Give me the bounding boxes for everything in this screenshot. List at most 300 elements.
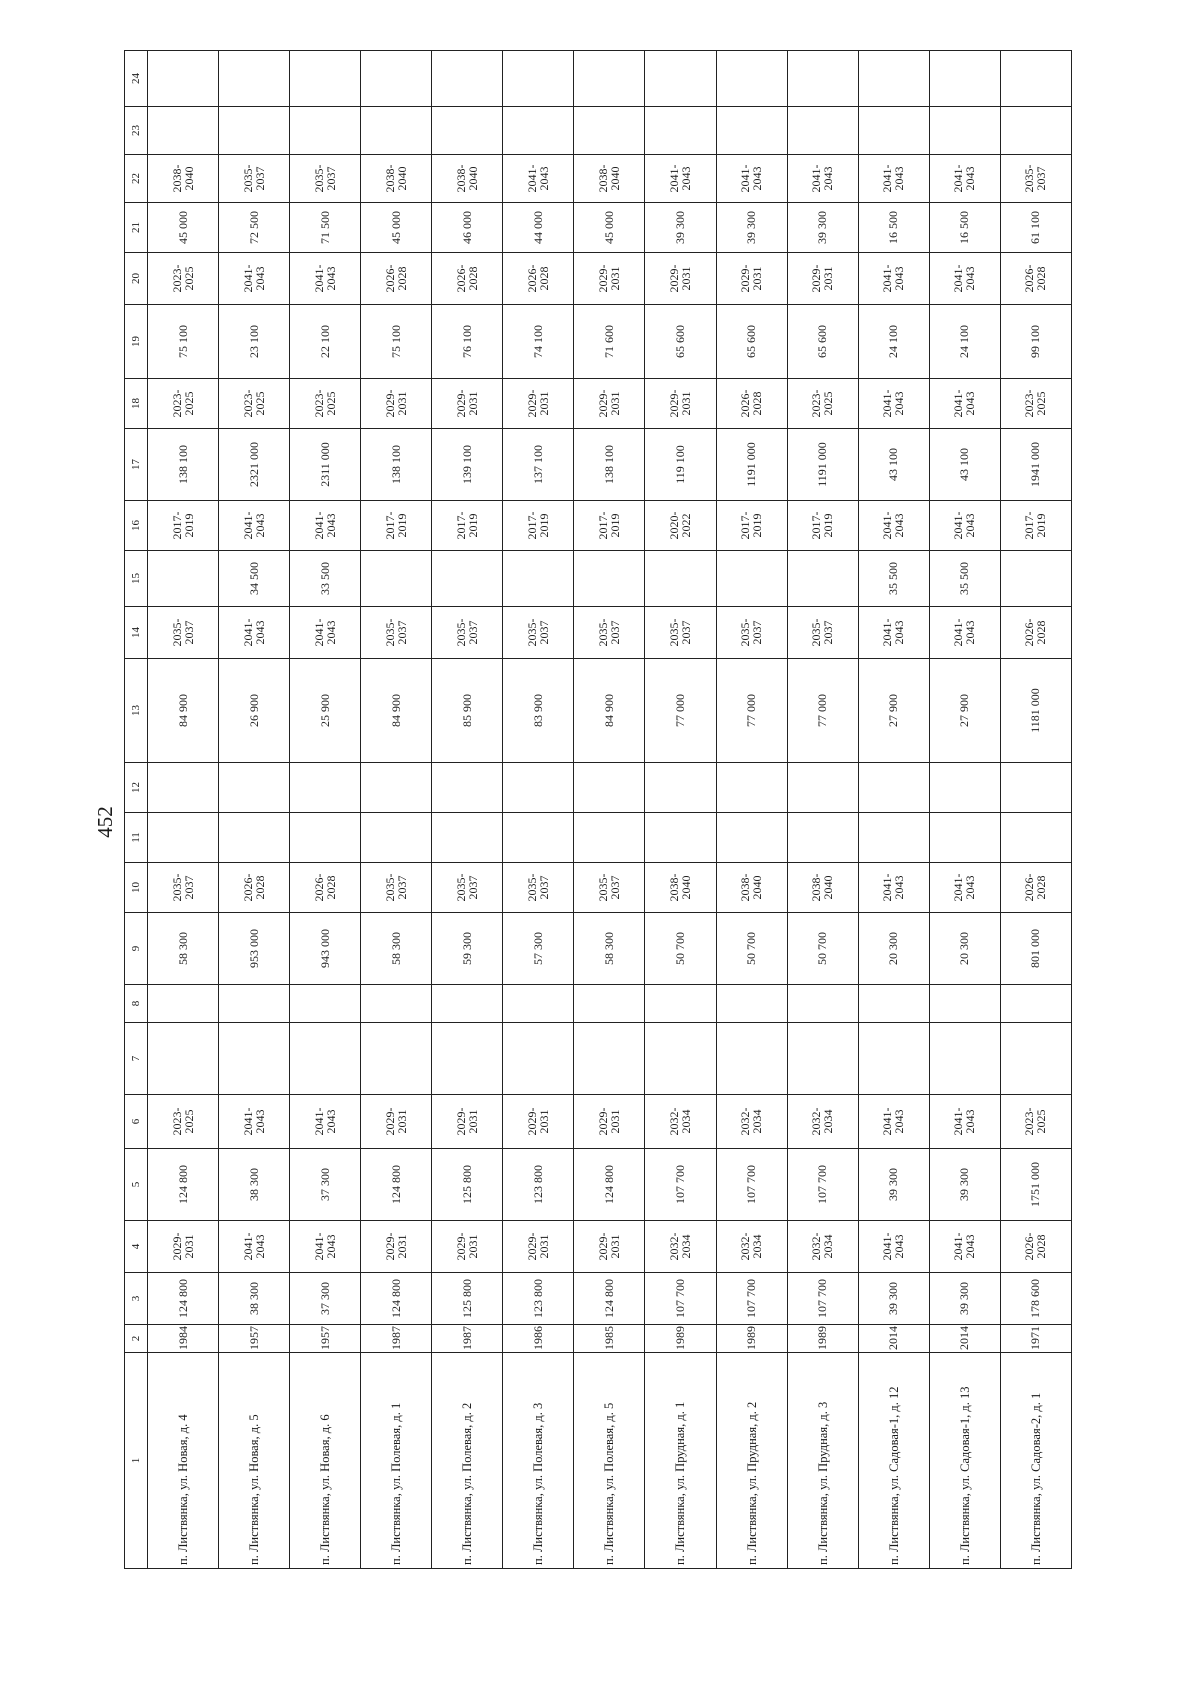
cell-value: 2029-2031 (453, 389, 480, 418)
cell-value: 26 900 (246, 694, 261, 727)
table-cell-col-13 (929, 659, 1000, 763)
table-cell-col-17 (148, 429, 219, 501)
cell-value: 2032-2034 (666, 1107, 693, 1136)
table-cell-col-8 (645, 985, 716, 1023)
table-cell-col-14 (219, 607, 290, 659)
column-header-19: 19 (125, 305, 148, 379)
table-cell-col-22 (716, 155, 787, 203)
table-cell-col-21 (858, 203, 929, 253)
table-cell-col-8 (787, 985, 858, 1023)
table-cell-col-3 (858, 1273, 929, 1325)
table-cell-col-24 (219, 51, 290, 107)
cell-value: 2035-2037 (809, 618, 836, 647)
table-cell-col-7 (503, 1023, 574, 1095)
cell-value: 2023-2025 (809, 389, 836, 418)
cell-value: 2041-2043 (240, 1232, 267, 1261)
table-cell-col-4 (290, 1221, 361, 1273)
address-cell (574, 1353, 645, 1569)
column-header-20: 20 (125, 253, 148, 305)
table-cell-col-10 (716, 863, 787, 913)
cell-value: 38 300 (246, 1168, 261, 1201)
cell-value: 2035-2037 (169, 618, 196, 647)
cell-value: 45 000 (388, 211, 403, 244)
table-cell-col-21 (645, 203, 716, 253)
table-cell-col-15 (290, 551, 361, 607)
cell-value: 75 100 (388, 325, 403, 358)
table-cell-col-21 (1000, 203, 1071, 253)
cell-value: 139 100 (459, 445, 474, 484)
cell-value: 178 600 (1028, 1279, 1043, 1318)
cell-value: 2038-2040 (666, 873, 693, 902)
cell-value: 58 300 (175, 932, 190, 965)
table-cell-col-17 (290, 429, 361, 501)
table-cell-col-16 (645, 501, 716, 551)
table-cell-col-23 (290, 107, 361, 155)
table-cell-col-18 (645, 379, 716, 429)
table-cell-col-2 (503, 1325, 574, 1353)
cell-value: 2017-2019 (382, 511, 409, 540)
column-header-8: 8 (125, 985, 148, 1023)
cell-value: 2038-2040 (738, 873, 765, 902)
table-cell-col-19 (929, 305, 1000, 379)
cell-value: 24 100 (886, 325, 901, 358)
cell-value: 2029-2031 (382, 1232, 409, 1261)
table-cell-col-11 (219, 813, 290, 863)
cell-value: 1181 000 (1028, 688, 1043, 733)
cell-value: 2035-2037 (595, 618, 622, 647)
table-cell-col-11 (1000, 813, 1071, 863)
table-cell-col-20 (574, 253, 645, 305)
cell-value: 2041-2043 (951, 873, 978, 902)
cell-value: 953 000 (246, 929, 261, 968)
cell-value: 35 500 (886, 562, 901, 595)
address-cell (858, 1353, 929, 1569)
table-cell-col-20 (858, 253, 929, 305)
table-cell-col-20 (1000, 253, 1071, 305)
table-cell-col-8 (716, 985, 787, 1023)
cell-value: 2026-2028 (1022, 618, 1049, 647)
table-cell-col-8 (1000, 985, 1071, 1023)
table-cell-col-18 (716, 379, 787, 429)
table-cell-col-9 (645, 913, 716, 985)
table-cell-col-19 (716, 305, 787, 379)
cell-value: 2041-2043 (240, 618, 267, 647)
cell-value: 2029-2031 (738, 264, 765, 293)
table-cell-col-5 (574, 1149, 645, 1221)
address-cell (148, 1353, 219, 1569)
table-cell-col-16 (1000, 501, 1071, 551)
cell-value: 76 100 (459, 325, 474, 358)
table-cell-col-18 (290, 379, 361, 429)
cell-value: 1984 (175, 1326, 190, 1350)
table-cell-col-13 (503, 659, 574, 763)
cell-value: 84 900 (175, 694, 190, 727)
column-header-21: 21 (125, 203, 148, 253)
cell-value: 125 800 (459, 1279, 474, 1318)
table-cell-col-11 (858, 813, 929, 863)
table-cell-col-5 (219, 1149, 290, 1221)
cell-value: 1986 (530, 1326, 545, 1350)
table-cell-col-14 (1000, 607, 1071, 659)
cell-value: 2311 000 (317, 442, 332, 487)
table-cell-col-20 (787, 253, 858, 305)
address-text: п. Листвянка, ул. Полевая, д. 2 (460, 1402, 475, 1565)
cell-value: 2041-2043 (951, 264, 978, 293)
cell-value: 2038-2040 (595, 164, 622, 193)
table-cell-col-7 (219, 1023, 290, 1095)
cell-value: 84 900 (601, 694, 616, 727)
table-cell-col-9 (1000, 913, 1071, 985)
table-cell-col-13 (219, 659, 290, 763)
cell-value: 39 300 (672, 211, 687, 244)
cell-value: 107 700 (744, 1279, 759, 1318)
cell-value: 2023-2025 (169, 389, 196, 418)
table-cell-col-23 (503, 107, 574, 155)
table-cell-col-10 (290, 863, 361, 913)
table-cell-col-9 (290, 913, 361, 985)
table-cell-col-22 (432, 155, 503, 203)
table-cell-col-24 (787, 51, 858, 107)
table-cell-col-16 (219, 501, 290, 551)
cell-value: 2017-2019 (595, 511, 622, 540)
table-cell-col-20 (361, 253, 432, 305)
table-cell-col-14 (290, 607, 361, 659)
table-cell-col-7 (645, 1023, 716, 1095)
cell-value: 1987 (388, 1326, 403, 1350)
table-cell-col-4 (858, 1221, 929, 1273)
data-table (124, 50, 1072, 1569)
table-cell-col-13 (290, 659, 361, 763)
table-row (148, 51, 219, 1569)
cell-value: 2038-2040 (453, 164, 480, 193)
table-cell-col-12 (716, 763, 787, 813)
table-cell-col-17 (361, 429, 432, 501)
table-cell-col-16 (716, 501, 787, 551)
table-cell-col-21 (219, 203, 290, 253)
cell-value: 107 700 (815, 1165, 830, 1204)
table-cell-col-3 (290, 1273, 361, 1325)
table-cell-col-21 (148, 203, 219, 253)
table-cell-col-4 (361, 1221, 432, 1273)
table-row (574, 51, 645, 1569)
address-cell (1000, 1353, 1071, 1569)
cell-value: 2035-2037 (453, 618, 480, 647)
table-cell-col-8 (858, 985, 929, 1023)
cell-value: 2023-2025 (169, 264, 196, 293)
table-cell-col-9 (858, 913, 929, 985)
column-header-3: 3 (125, 1273, 148, 1325)
table-cell-col-23 (432, 107, 503, 155)
table-cell-col-11 (716, 813, 787, 863)
cell-value: 43 100 (957, 448, 972, 481)
table-cell-col-12 (645, 763, 716, 813)
table-cell-col-24 (929, 51, 1000, 107)
table-cell-col-17 (858, 429, 929, 501)
table-cell-col-24 (503, 51, 574, 107)
cell-value: 39 300 (957, 1282, 972, 1315)
table-cell-col-24 (361, 51, 432, 107)
address-text: п. Листвянка, ул. Новая, д. 5 (247, 1414, 262, 1565)
address-text: п. Листвянка, ул. Прудная, д. 2 (744, 1401, 759, 1565)
table-cell-col-9 (503, 913, 574, 985)
column-header-1: 1 (125, 1353, 148, 1569)
table-cell-col-21 (787, 203, 858, 253)
cell-value: 59 300 (459, 932, 474, 965)
cell-value: 1989 (815, 1326, 830, 1350)
table-cell-col-23 (929, 107, 1000, 155)
table-cell-col-19 (1000, 305, 1071, 379)
address-text: п. Листвянка, ул. Садовая-1, д. 12 (886, 1386, 901, 1565)
table-cell-col-7 (929, 1023, 1000, 1095)
cell-value: 2321 000 (246, 442, 261, 487)
column-header-14: 14 (125, 607, 148, 659)
table-cell-col-3 (361, 1273, 432, 1325)
cell-value: 77 000 (672, 694, 687, 727)
table-cell-col-13 (645, 659, 716, 763)
cell-value: 2041-2043 (311, 1107, 338, 1136)
table-cell-col-6 (219, 1095, 290, 1149)
table-cell-col-8 (432, 985, 503, 1023)
cell-value: 2035-2037 (382, 618, 409, 647)
table-cell-col-20 (219, 253, 290, 305)
table-cell-col-21 (574, 203, 645, 253)
cell-value: 77 000 (815, 694, 830, 727)
rotated-table-frame (124, 52, 1072, 1569)
cell-value: 2029-2031 (666, 389, 693, 418)
cell-value: 2014 (886, 1326, 901, 1350)
column-header-12: 12 (125, 763, 148, 813)
cell-value: 39 300 (957, 1168, 972, 1201)
table-cell-col-12 (432, 763, 503, 813)
table-cell-col-17 (219, 429, 290, 501)
cell-value: 2020-2022 (666, 511, 693, 540)
cell-value: 37 300 (317, 1282, 332, 1315)
table-cell-col-4 (574, 1221, 645, 1273)
address-cell (929, 1353, 1000, 1569)
cell-value: 34 500 (246, 562, 261, 595)
cell-value: 2029-2031 (595, 1232, 622, 1261)
table-cell-col-5 (929, 1149, 1000, 1221)
cell-value: 33 500 (317, 562, 332, 595)
table-cell-col-23 (219, 107, 290, 155)
table-cell-col-20 (929, 253, 1000, 305)
cell-value: 2029-2031 (595, 389, 622, 418)
cell-value: 1987 (459, 1326, 474, 1350)
table-cell-col-13 (858, 659, 929, 763)
table-cell-col-15 (1000, 551, 1071, 607)
table-cell-col-21 (929, 203, 1000, 253)
table-cell-col-13 (574, 659, 645, 763)
table-cell-col-22 (929, 155, 1000, 203)
table-cell-col-16 (290, 501, 361, 551)
table-cell-col-10 (787, 863, 858, 913)
table-cell-col-6 (432, 1095, 503, 1149)
table-cell-col-8 (929, 985, 1000, 1023)
address-cell (219, 1353, 290, 1569)
table-cell-col-5 (858, 1149, 929, 1221)
table-row (290, 51, 361, 1569)
cell-value: 123 800 (530, 1165, 545, 1204)
cell-value: 107 700 (744, 1165, 759, 1204)
table-cell-col-23 (858, 107, 929, 155)
cell-value: 2038-2040 (809, 873, 836, 902)
table-cell-col-23 (645, 107, 716, 155)
cell-value: 2032-2034 (738, 1107, 765, 1136)
table-cell-col-13 (716, 659, 787, 763)
table-cell-col-9 (361, 913, 432, 985)
table-cell-col-15 (503, 551, 574, 607)
cell-value: 16 500 (886, 211, 901, 244)
column-header-15: 15 (125, 551, 148, 607)
cell-value: 2041-2043 (951, 1232, 978, 1261)
cell-value: 23 100 (246, 325, 261, 358)
cell-value: 138 100 (175, 445, 190, 484)
table-cell-col-21 (290, 203, 361, 253)
table-cell-col-3 (432, 1273, 503, 1325)
table-cell-col-19 (574, 305, 645, 379)
cell-value: 74 100 (530, 325, 545, 358)
table-cell-col-6 (503, 1095, 574, 1149)
address-cell (290, 1353, 361, 1569)
table-cell-col-2 (574, 1325, 645, 1353)
table-cell-col-15 (574, 551, 645, 607)
table-cell-col-2 (787, 1325, 858, 1353)
cell-value: 1971 (1028, 1326, 1043, 1350)
cell-value: 75 100 (175, 325, 190, 358)
table-cell-col-7 (574, 1023, 645, 1095)
cell-value: 2041-2043 (311, 618, 338, 647)
table-cell-col-3 (219, 1273, 290, 1325)
cell-value: 22 100 (317, 325, 332, 358)
table-cell-col-8 (148, 985, 219, 1023)
table-cell-col-12 (929, 763, 1000, 813)
table-cell-col-13 (787, 659, 858, 763)
table-cell-col-10 (929, 863, 1000, 913)
table-cell-col-23 (148, 107, 219, 155)
cell-value: 71 500 (317, 211, 332, 244)
cell-value: 24 100 (957, 325, 972, 358)
table-cell-col-19 (503, 305, 574, 379)
table-cell-col-14 (858, 607, 929, 659)
table-cell-col-12 (787, 763, 858, 813)
table-cell-col-23 (361, 107, 432, 155)
address-cell (503, 1353, 574, 1569)
table-cell-col-3 (503, 1273, 574, 1325)
table-cell-col-3 (148, 1273, 219, 1325)
cell-value: 2041-2043 (951, 1107, 978, 1136)
table-cell-col-14 (148, 607, 219, 659)
table-cell-col-7 (1000, 1023, 1071, 1095)
cell-value: 1957 (246, 1326, 261, 1350)
table-cell-col-10 (432, 863, 503, 913)
table-cell-col-24 (432, 51, 503, 107)
table-cell-col-4 (716, 1221, 787, 1273)
cell-value: 124 800 (175, 1279, 190, 1318)
table-cell-col-10 (1000, 863, 1071, 913)
table-cell-col-20 (432, 253, 503, 305)
table-cell-col-19 (219, 305, 290, 379)
table-cell-col-12 (219, 763, 290, 813)
table-row (929, 51, 1000, 1569)
cell-value: 83 900 (530, 694, 545, 727)
table-cell-col-19 (787, 305, 858, 379)
address-text: п. Листвянка, ул. Новая, д. 4 (176, 1414, 191, 1565)
cell-value: 2026-2028 (524, 264, 551, 293)
table-cell-col-9 (574, 913, 645, 985)
cell-value: 2032-2034 (738, 1232, 765, 1261)
cell-value: 2041-2043 (666, 164, 693, 193)
cell-value: 801 000 (1028, 929, 1043, 968)
cell-value: 58 300 (388, 932, 403, 965)
table-cell-col-16 (148, 501, 219, 551)
table-cell-col-9 (148, 913, 219, 985)
cell-value: 2041-2043 (240, 264, 267, 293)
table-cell-col-22 (219, 155, 290, 203)
table-cell-col-21 (432, 203, 503, 253)
cell-value: 45 000 (601, 211, 616, 244)
table-row (432, 51, 503, 1569)
table-cell-col-6 (290, 1095, 361, 1149)
table-cell-col-24 (148, 51, 219, 107)
cell-value: 65 600 (815, 325, 830, 358)
table-cell-col-11 (361, 813, 432, 863)
table-row (716, 51, 787, 1569)
table-cell-col-4 (929, 1221, 1000, 1273)
table-cell-col-20 (716, 253, 787, 305)
cell-value: 119 100 (672, 445, 687, 484)
table-cell-col-7 (432, 1023, 503, 1095)
cell-value: 1985 (601, 1326, 616, 1350)
column-header-11: 11 (125, 813, 148, 863)
table-row (1000, 51, 1071, 1569)
cell-value: 2023-2025 (1022, 389, 1049, 418)
column-header-22: 22 (125, 155, 148, 203)
table-cell-col-2 (929, 1325, 1000, 1353)
address-cell (787, 1353, 858, 1569)
table-cell-col-19 (858, 305, 929, 379)
cell-value: 50 700 (744, 932, 759, 965)
cell-value: 2038-2040 (382, 164, 409, 193)
cell-value: 125 800 (459, 1165, 474, 1204)
table-cell-col-2 (219, 1325, 290, 1353)
cell-value: 1989 (744, 1326, 759, 1350)
cell-value: 1751 000 (1028, 1162, 1043, 1207)
table-cell-col-8 (219, 985, 290, 1023)
cell-value: 44 000 (530, 211, 545, 244)
table-cell-col-10 (574, 863, 645, 913)
table-cell-col-6 (645, 1095, 716, 1149)
table-cell-col-22 (574, 155, 645, 203)
table-cell-col-3 (1000, 1273, 1071, 1325)
table-cell-col-6 (858, 1095, 929, 1149)
address-cell (716, 1353, 787, 1569)
cell-value: 2029-2031 (382, 389, 409, 418)
column-header-13: 13 (125, 659, 148, 763)
table-cell-col-21 (361, 203, 432, 253)
cell-value: 2032-2034 (809, 1107, 836, 1136)
column-header-23: 23 (125, 107, 148, 155)
cell-value: 138 100 (388, 445, 403, 484)
cell-value: 2029-2031 (595, 264, 622, 293)
column-header-6: 6 (125, 1095, 148, 1149)
table-cell-col-10 (645, 863, 716, 913)
table-body (148, 51, 1072, 1569)
column-header-18: 18 (125, 379, 148, 429)
table-cell-col-18 (929, 379, 1000, 429)
table-cell-col-11 (148, 813, 219, 863)
table-cell-col-18 (219, 379, 290, 429)
cell-value: 138 100 (601, 445, 616, 484)
